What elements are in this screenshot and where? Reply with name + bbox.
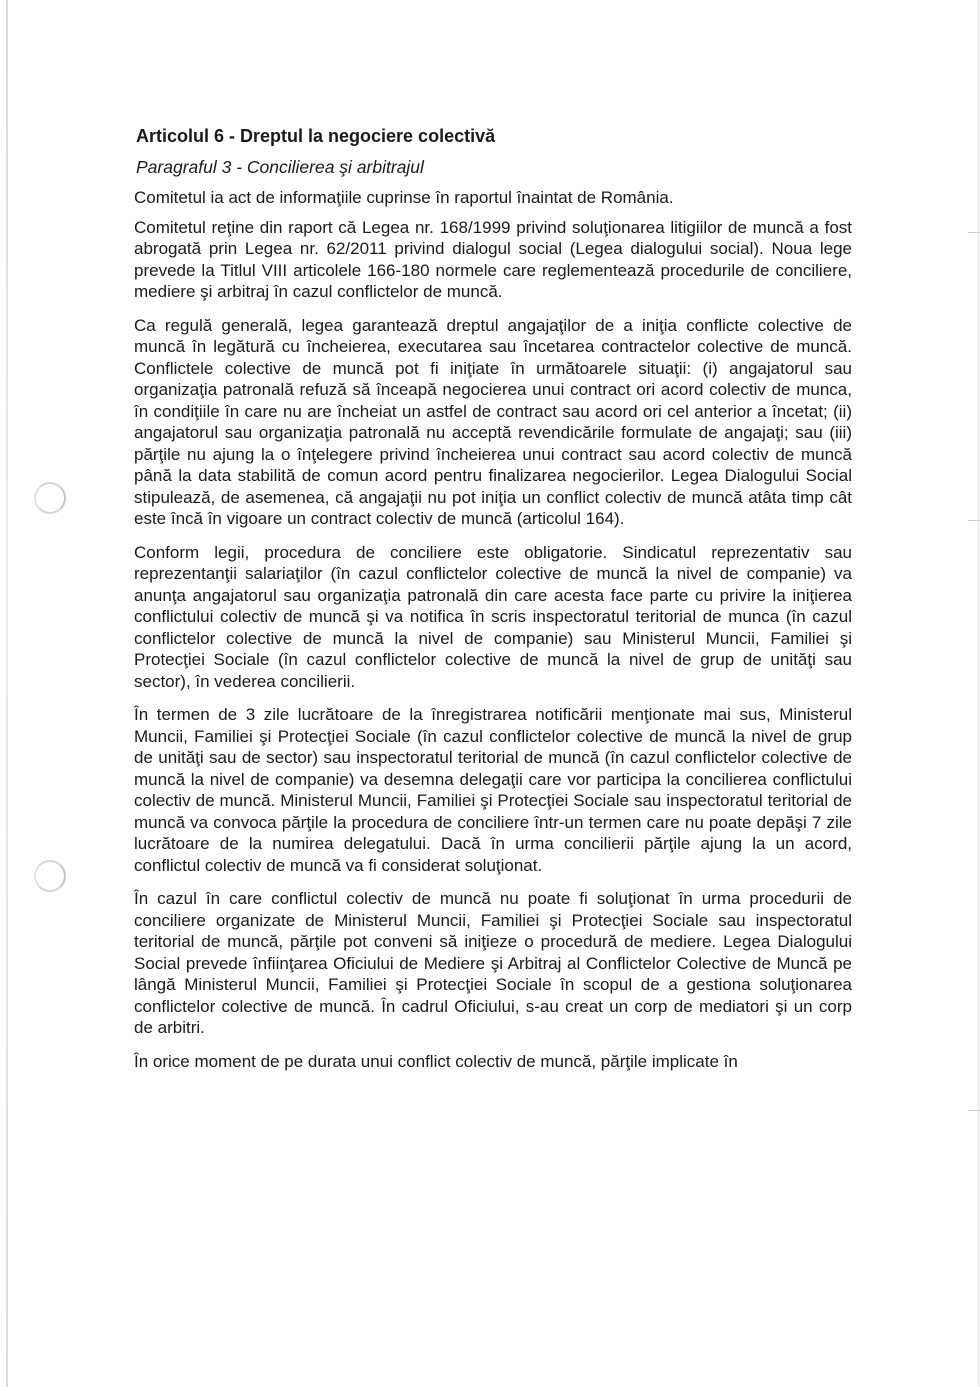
document-page — [132, 124, 852, 1084]
scan-edge-mark — [968, 520, 980, 521]
punch-hole-top — [34, 482, 66, 514]
article-heading: Articolul 6 - Dreptul la negociere colectivă — [136, 126, 496, 146]
body-paragraph-5: În termen de 3 zile lucrătoare de la înregistrarea notificării menţionate mai sus, Ministerul Muncii, Familiei şi Protecţiei Sociale (în cazul conflictelor colective de muncă la nivel de grup de unităţi sau de sector) sau inspectoratul teritorial de muncă (în cazul conflictelor colective de muncă la nivel de companie) va desemna delegaţii care vor participa la concilierea conflictului colectiv de muncă. Ministerul Muncii, Familiei şi Protecţiei Sociale sau inspectoratul teritorial de muncă va convoca părţile la procedura de conciliere într-un termen care nu poate depăşi 7 zile lucrătoare de la numirea delegatului. Dacă în urma concilierii părţile ajung la un acord, conflictul colectiv de muncă va fi considerat soluţionat. — [134, 705, 852, 875]
scan-edge-mark — [968, 1110, 980, 1111]
paragraph-subheading: Paragraful 3 - Concilierea şi arbitrajul — [136, 157, 424, 177]
body-paragraph-4: Conform legii, procedura de conciliere este obligatorie. Sindicatul reprezentativ sau reprezentanţii salariaţilor (în cazul conflictelor colective de muncă la nivel de companie) va anunţa angajatorul sau organizaţia patronală din care acesta face parte cu privire la iniţierea conflictului colectiv de muncă şi va notifica în scris inspectoratul teritorial de munca (în cazul conflictelor colective de muncă la nivel de companie) sau Ministerul Muncii, Familiei şi Protecţiei Sociale (în cazul conflictelor colective de muncă la nivel de grup de unităţi sau sector), în vederea concilierii. — [134, 542, 852, 691]
body-paragraph-1: Comitetul ia act de informaţiile cuprinse în raportul înaintat de România. — [134, 188, 674, 207]
punch-hole-bottom — [34, 860, 66, 892]
body-paragraph-7: În orice moment de pe durata unui conflict colectiv de muncă, părţile implicate în — [134, 1051, 738, 1071]
scan-edge-mark — [968, 232, 980, 233]
body-paragraph-2: Comitetul reţine din raport că Legea nr. 168/1999 privind soluţionarea litigiilor de muncă a fost abrogată prin Legea nr. 62/2011 privind dialogul social (Legea dialogului social). Noua lege prevede la Titlul VIII articolele 166-180 normele care reglementează procedurile de conciliere, mediere şi arbitraj în cazul conflictelor de muncă. — [134, 217, 852, 301]
body-paragraph-6: În cazul în care conflictul colectiv de muncă nu poate fi soluţionat în urma procedurii de conciliere organizate de Ministerul Muncii, Familiei şi Protecţiei Sociale sau inspectoratul teritorial de muncă, părţile pot conveni să iniţieze o procedură de mediere. Legea Dialogului Social prevede înfiinţarea Oficiului de Mediere şi Arbitraj al Conflictelor Colective de Muncă pe lângă Ministerul Muncii, Familiei şi Protecţiei Sociale în scopul de a gestiona soluţionarea conflictelor colective de muncă. În cadrul Oficiului, s-au creat un corp de mediatori şi un corp de arbitri. — [134, 889, 852, 1037]
body-paragraph-3: Ca regulă generală, legea garantează dreptul angajaţilor de a iniţia conflicte colective de muncă în legătură cu încheierea, executarea sau încetarea contractelor colective de muncă. Conflictele colective de muncă pot fi iniţiate în următoarele situaţii: (i) angajatorul sau organizaţia patronală refuză să înceapă negocierea unui contract ori acord colectiv de munca, în condiţiile în care nu are încheiat un astfel de contract sau acord ori cel anterior a încetat; (ii) angajatorul sau organizaţia patronală nu acceptă revendicările formulate de angajaţi; sau (iii) părţile nu ajung la o înţelegere privind încheierea unui contract sau acord colectiv de muncă până la data stabilită de comun acord pentru finalizarea negocierilor. Legea Dialogului Social stipulează, de asemenea, că angajaţii nu pot iniţia un conflict colectiv de muncă atâta timp cât este încă în vigoare un contract colectiv de muncă (articolul 164). — [134, 315, 852, 528]
scan-left-edge — [6, 0, 8, 1387]
